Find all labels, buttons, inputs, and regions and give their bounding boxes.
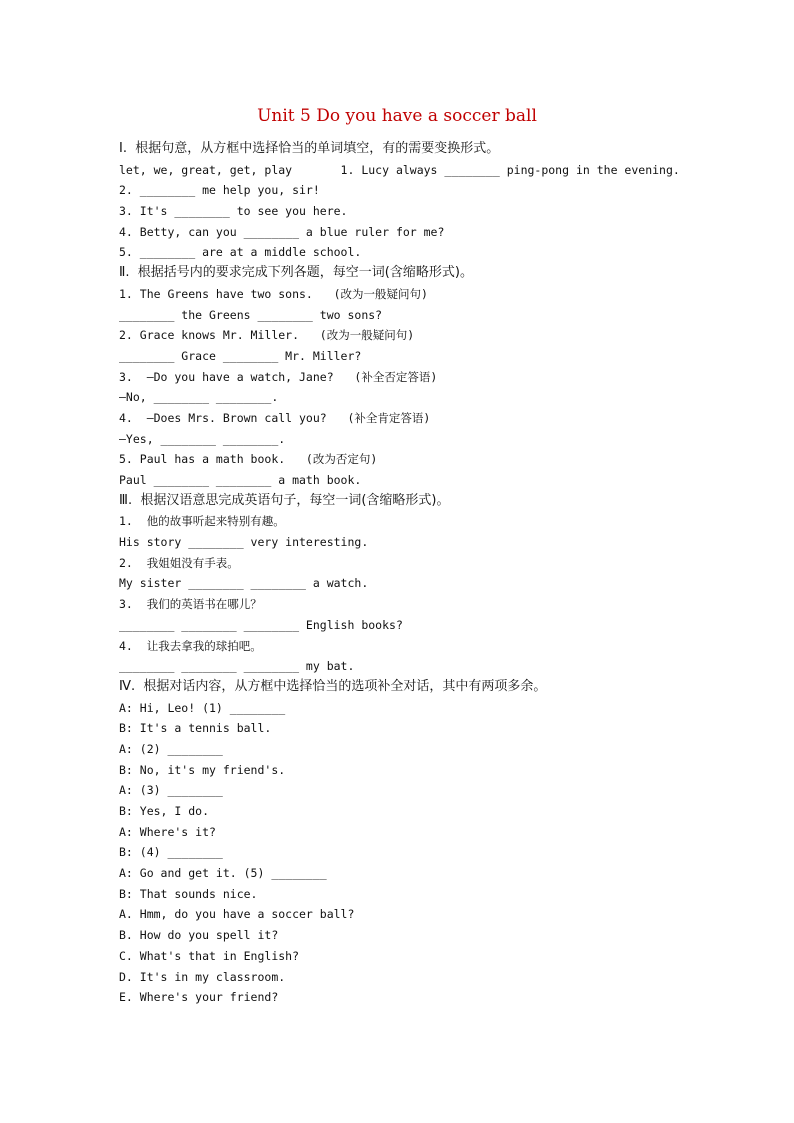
text-line: 5. Paul has a math book. (改为否定句) — [119, 452, 378, 467]
text-line: 3. 我们的英语书在哪儿？ — [119, 597, 262, 612]
text-line: ________ ________ ________ my bat. — [119, 659, 355, 674]
section-heading: Ⅰ. 根据句意，从方框中选择恰当的单词填空，有的需要变换形式。 — [119, 141, 500, 156]
text-line: —Yes, ________ ________. — [119, 431, 286, 446]
text-line: B: No, it's my friend's. — [119, 762, 286, 777]
text-line: —No, ________ ________. — [119, 390, 279, 405]
text-line: ________ Grace ________ Mr. Miller? — [119, 348, 362, 363]
text-line: 4. Betty, can you ________ a blue ruler for me? — [119, 224, 445, 239]
text-line: B. How do you spell it? — [119, 928, 279, 943]
text-line: A: (3) ________ — [119, 783, 223, 798]
document-title: Unit 5 Do you have a soccer ball — [257, 106, 537, 126]
section-heading: Ⅲ. 根据汉语意思完成英语句子，每空一词(含缩略形式)。 — [119, 492, 450, 508]
text-line: His story ________ very interesting. — [119, 535, 369, 550]
text-line: 1. The Greens have two sons. (改为一般疑问句) — [119, 286, 428, 301]
text-line: 2. ________ me help you, sir! — [119, 183, 320, 198]
text-line: 4. —Does Mrs. Brown call you? (补全肯定答语) — [119, 410, 431, 425]
text-line: 3. It's ________ to see you here. — [119, 204, 348, 219]
text-line: A. Hmm, do you have a soccer ball? — [119, 907, 355, 922]
text-line: 4. 让我去拿我的球拍吧。 — [119, 638, 262, 653]
text-line: B: That sounds nice. — [119, 886, 258, 901]
text-line: Paul ________ ________ a math book. — [119, 473, 362, 487]
section-heading: Ⅱ. 根据括号内的要求完成下列各题，每空一词(含缩略形式)。 — [119, 265, 473, 281]
document-body — [119, 139, 739, 1008]
text-line: C. What's that in English? — [119, 948, 300, 963]
section-heading: Ⅳ. 根据对话内容，从方框中选择恰当的选项补全对话，其中有两项多余。 — [119, 678, 547, 694]
text-line: A: Hi, Leo! (1) ________ — [119, 700, 286, 715]
text-line: 5. ________ are at a middle school. — [119, 245, 362, 260]
text-line: ________ the Greens ________ two sons? — [119, 307, 383, 322]
text-line: B: Yes, I do. — [119, 804, 210, 818]
text-line: 2. Grace knows Mr. Miller. (改为一般疑问句) — [119, 328, 415, 343]
text-line: ________ ________ ________ English books? — [119, 617, 403, 632]
text-line: D. It's in my classroom. — [119, 969, 286, 984]
text-line: A: Go and get it. (5) ________ — [119, 866, 327, 881]
text-line: 1. 他的故事听起来特别有趣。 — [119, 514, 285, 529]
text-line: My sister ________ ________ a watch. — [119, 576, 369, 591]
text-line: 3. —Do you have a watch, Jane? (补全否定答语) — [119, 369, 438, 384]
text-line: A: Where's it? — [119, 824, 216, 839]
text-line: let, we, great, get, play 1. Lucy always ________ ping-pong in the evening. — [119, 162, 680, 177]
text-line: B: (4) ________ — [119, 845, 223, 860]
text-line: A: (2) ________ — [119, 741, 223, 756]
text-line: E. Where's your friend? — [119, 990, 279, 1005]
text-line: B: It's a tennis ball. — [119, 721, 272, 736]
text-line: 2. 我姐姐没有手表。 — [119, 555, 239, 570]
